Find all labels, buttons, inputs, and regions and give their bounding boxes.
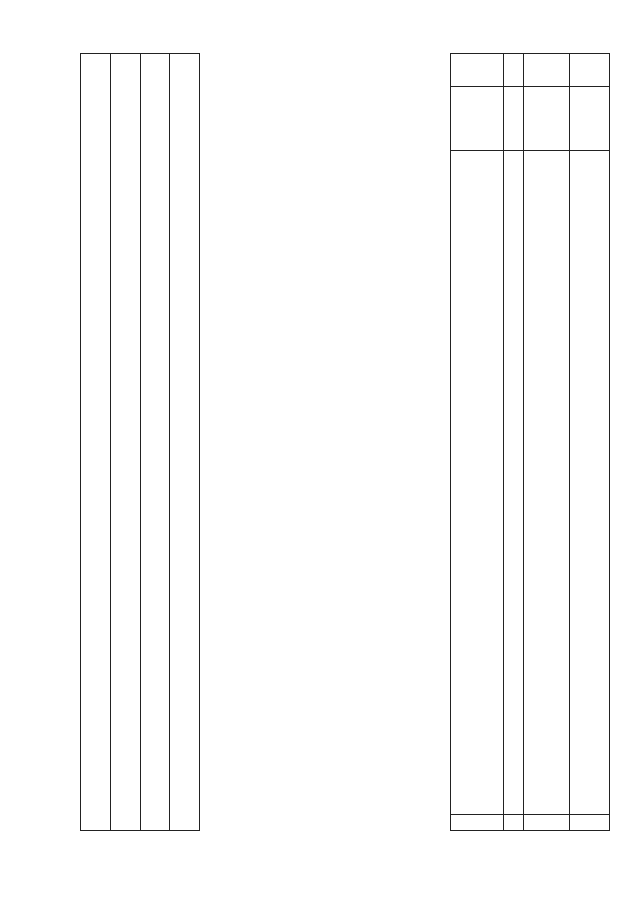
small-table-column [81,54,111,830]
small-table-column [141,54,171,830]
indicator-table [450,53,610,831]
small-table-column [170,54,199,830]
table-divider [503,54,504,830]
table-divider [523,54,524,830]
table-divider [451,150,609,151]
table-divider [569,54,570,830]
small-table-column [111,54,141,830]
rotated-content [80,53,540,831]
table-divider [451,86,609,87]
table-divider [451,814,609,815]
small-table [80,53,200,831]
page-number [44,426,60,442]
